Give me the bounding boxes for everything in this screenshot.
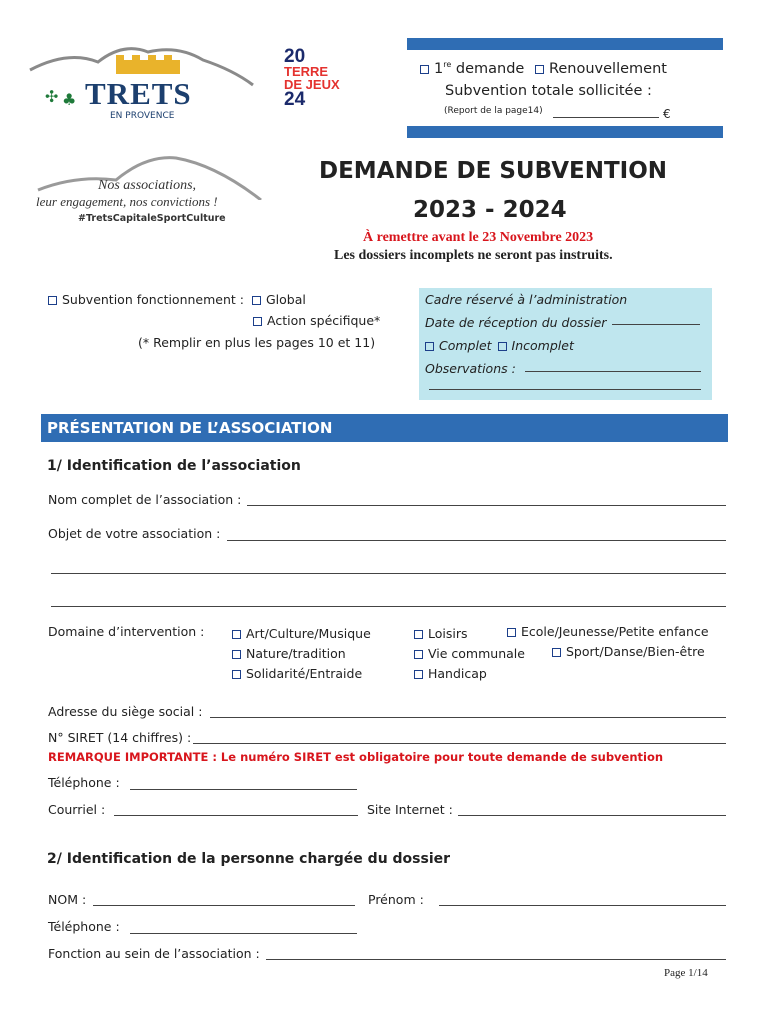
total-amount-field[interactable]	[553, 117, 659, 118]
email-label: Courriel :	[48, 802, 106, 817]
report-note: (Report de la page14)	[444, 106, 543, 116]
request-box-top-bar	[407, 38, 723, 50]
contact-heading: 2/ Identification de la personne chargée du dossier	[47, 851, 451, 867]
trets-logo-text: TRETS	[85, 76, 192, 111]
admin-box-title: Cadre réservé à l’administration	[425, 292, 628, 307]
domain-community[interactable]	[414, 644, 525, 664]
community-checkbox[interactable]	[414, 650, 423, 659]
first-request-sup: re	[443, 60, 452, 69]
slogan-logo	[36, 150, 266, 230]
trets-logo-subtext: EN PROVENCE	[110, 111, 175, 121]
complete-checkbox[interactable]	[425, 342, 434, 351]
renewal-label: Renouvellement	[548, 60, 667, 77]
solidarity-label: Solidarité/Entraide	[246, 666, 363, 681]
specific-action-checkbox[interactable]	[253, 317, 262, 326]
contact-name-label: NOM :	[48, 892, 87, 907]
contact-phone-field[interactable]	[130, 933, 357, 934]
solidarity-checkbox[interactable]	[232, 670, 241, 679]
contact-phone-label: Téléphone :	[48, 919, 120, 934]
domain-sport[interactable]	[552, 644, 705, 659]
domain-nature[interactable]	[232, 644, 371, 664]
global-label: Global	[265, 292, 306, 307]
terre-de-jeux-word1: TERRE	[284, 64, 329, 79]
address-label: Adresse du siège social :	[48, 704, 203, 719]
community-label: Vie communale	[428, 646, 525, 661]
global-checkbox[interactable]	[252, 296, 261, 305]
domain-school[interactable]	[507, 624, 709, 639]
siret-label: N° SIRET (14 chiffres) :	[48, 730, 192, 745]
domain-label: Domaine d’intervention :	[48, 624, 205, 639]
identification-heading: 1/ Identification de l’association	[47, 458, 301, 474]
terre-de-jeux-logo	[284, 48, 354, 108]
observations-field-2[interactable]	[429, 389, 701, 390]
nature-label: Nature/tradition	[246, 646, 346, 661]
contact-firstname-label: Prénom :	[368, 892, 424, 907]
page-title: DEMANDE DE SUBVENTION	[319, 158, 668, 184]
leisure-checkbox[interactable]	[414, 630, 423, 639]
specific-action-label: Action spécifique*	[267, 313, 381, 328]
nature-checkbox[interactable]	[232, 650, 241, 659]
phone-label: Téléphone :	[48, 775, 120, 790]
terre-de-jeux-word2: DE JEUX	[284, 77, 340, 92]
first-request-checkbox[interactable]	[420, 65, 429, 74]
domain-solidarity[interactable]	[232, 664, 371, 684]
contact-name-field[interactable]	[93, 905, 355, 906]
sport-label: Sport/Danse/Bien-être	[566, 644, 705, 659]
object-field-3[interactable]	[51, 606, 726, 607]
first-request-number: 1	[434, 60, 444, 77]
operating-subsidy-label: Subvention fonctionnement :	[62, 292, 244, 307]
domain-art[interactable]	[232, 624, 371, 644]
handicap-checkbox[interactable]	[414, 670, 423, 679]
deadline-text: À remettre avant le 23 Novembre 2023	[363, 230, 594, 245]
domain-column-1	[232, 624, 371, 684]
domain-handicap[interactable]	[414, 664, 525, 684]
art-checkbox[interactable]	[232, 630, 241, 639]
website-label: Site Internet :	[367, 802, 453, 817]
phone-field[interactable]	[130, 789, 357, 790]
object-field-2[interactable]	[51, 573, 726, 574]
school-label: Ecole/Jeunesse/Petite enfance	[521, 624, 709, 639]
full-name-label: Nom complet de l’association :	[48, 492, 242, 507]
reception-date-field[interactable]	[612, 324, 700, 325]
request-box-bottom-bar	[407, 126, 723, 138]
complete-row	[425, 338, 574, 353]
operating-subsidy-checkbox[interactable]	[48, 296, 57, 305]
slogan-line2: leur engagement, nos convictions !	[36, 194, 218, 209]
currency-symbol: €	[663, 107, 671, 121]
section-header-title: PRÉSENTATION DE L’ASSOCIATION	[47, 419, 333, 437]
svg-text:✣: ✣	[45, 87, 59, 106]
slogan-line1: Nos associations,	[98, 178, 197, 193]
contact-function-field[interactable]	[266, 959, 726, 960]
complete-label: Complet	[439, 338, 492, 353]
page-title-years: 2023 - 2024	[413, 197, 567, 223]
website-field[interactable]	[458, 815, 726, 816]
contact-function-label: Fonction au sein de l’association :	[48, 946, 260, 961]
svg-text:♣: ♣	[62, 90, 77, 109]
hashtag: #TretsCapitaleSportCulture	[78, 213, 226, 224]
request-type-row	[420, 60, 667, 77]
art-label: Art/Culture/Musique	[246, 626, 371, 641]
leisure-label: Loisirs	[428, 626, 468, 641]
terre-de-jeux-year1: 20	[284, 46, 306, 67]
specific-action-row	[253, 313, 380, 328]
siret-field[interactable]	[193, 743, 726, 744]
section-header	[41, 414, 728, 442]
renewal-checkbox[interactable]	[535, 65, 544, 74]
object-label: Objet de votre association :	[48, 526, 221, 541]
specific-action-note: (* Remplir en plus les pages 10 et 11)	[138, 335, 376, 350]
admin-box	[419, 288, 712, 400]
email-field[interactable]	[114, 815, 358, 816]
page-number: Page 1/14	[664, 967, 708, 979]
incomplete-warning: Les dossiers incomplets ne seront pas instruits.	[334, 248, 613, 263]
observations-field-1[interactable]	[525, 371, 701, 372]
observations-label: Observations :	[425, 361, 516, 376]
reception-date-label: Date de réception du dossier	[425, 315, 607, 330]
incomplete-label: Incomplet	[511, 338, 574, 353]
siret-note: REMARQUE IMPORTANTE : Le numéro SIRET est obligatoire pour toute demande de subvention	[48, 750, 664, 764]
terre-de-jeux-year2: 24	[284, 89, 306, 110]
total-subsidy-label: Subvention totale sollicitée :	[445, 83, 652, 99]
sport-checkbox[interactable]	[552, 648, 561, 657]
address-field[interactable]	[210, 717, 726, 718]
object-field-1[interactable]	[227, 540, 726, 541]
contact-firstname-field[interactable]	[439, 905, 726, 906]
full-name-field[interactable]	[247, 505, 726, 506]
first-request-label: demande	[451, 60, 525, 77]
incomplete-checkbox[interactable]	[498, 342, 507, 351]
subsidy-type-row	[48, 292, 306, 307]
school-checkbox[interactable]	[507, 628, 516, 637]
handicap-label: Handicap	[428, 666, 487, 681]
